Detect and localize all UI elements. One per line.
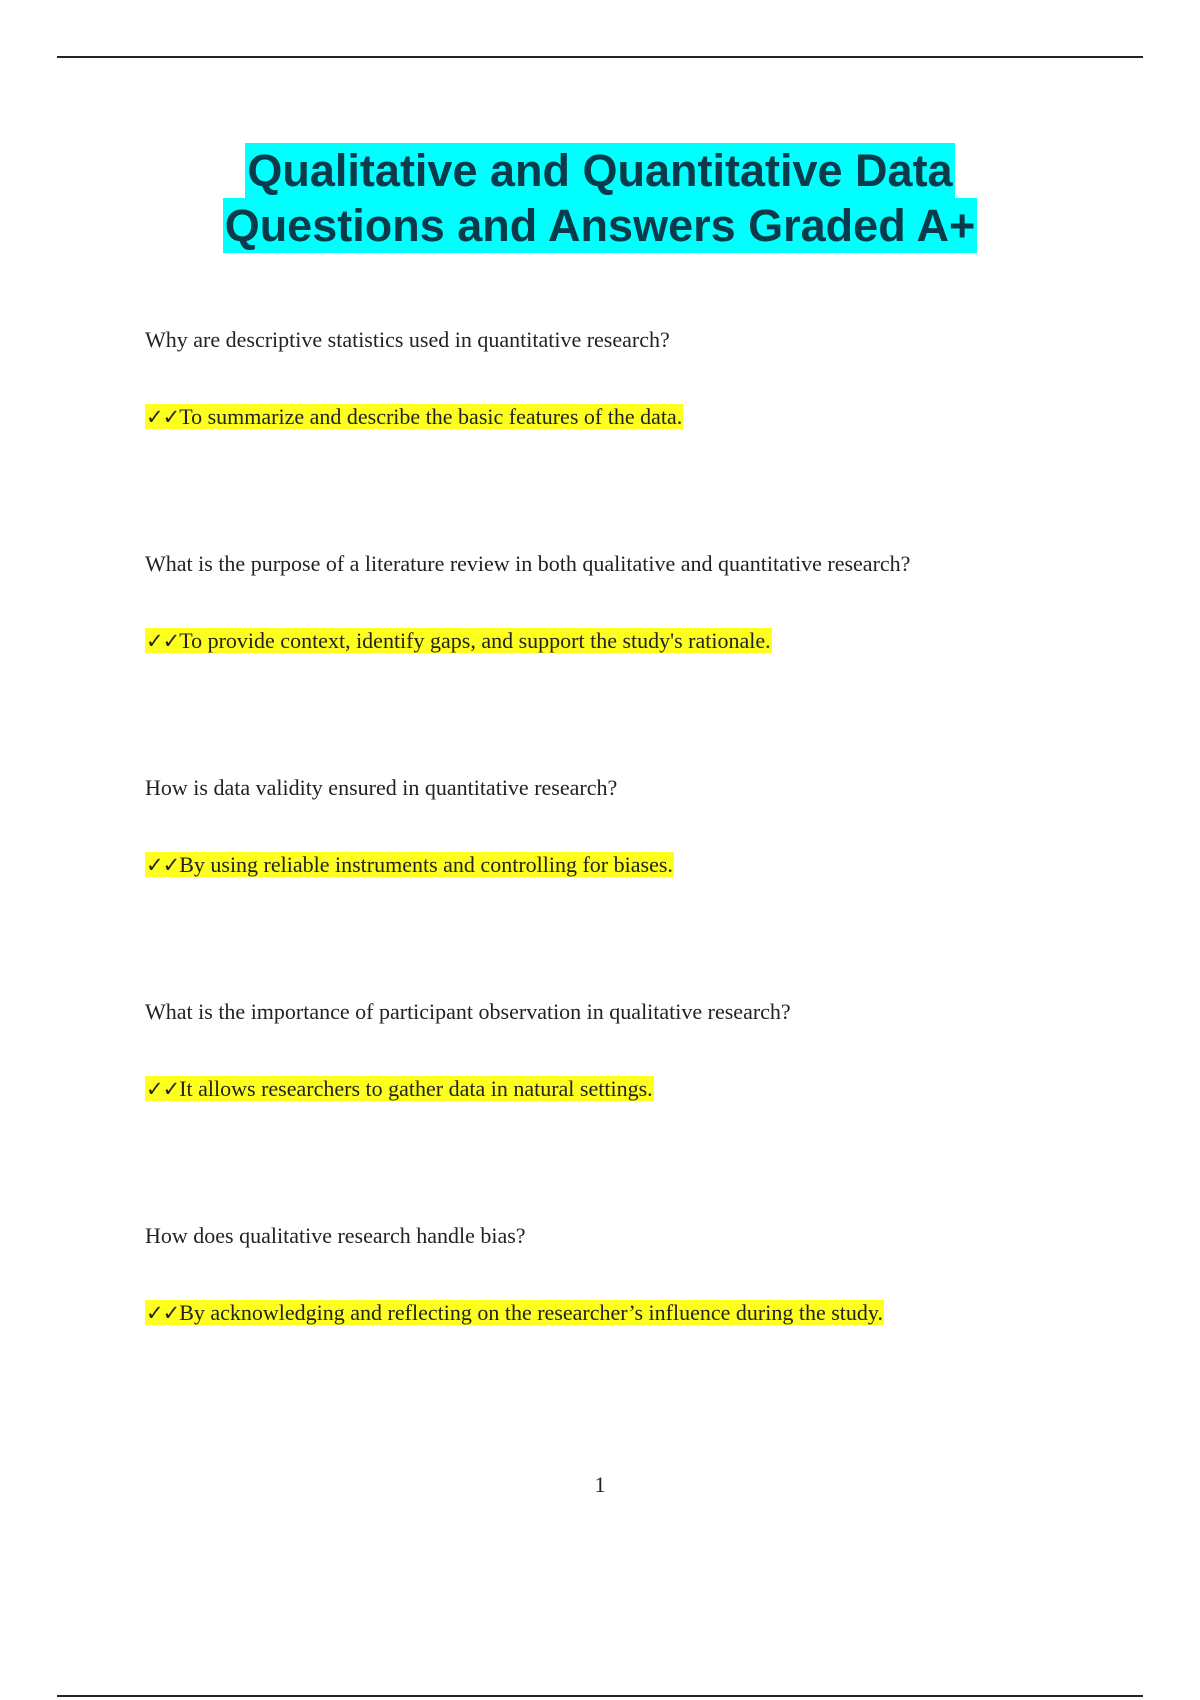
top-rule xyxy=(57,56,1143,58)
answer-highlight xyxy=(145,404,683,429)
qa-item xyxy=(145,326,1095,432)
answer-highlight xyxy=(145,1300,884,1325)
answer-text: By using reliable instruments and controlling for biases. xyxy=(179,852,673,877)
answer-line xyxy=(145,402,1095,432)
question-text: What is the importance of participant observation in qualitative research? xyxy=(145,999,791,1024)
question-text: What is the purpose of a literature review in both qualitative and quantitative research? xyxy=(145,551,911,576)
question-text: Why are descriptive statistics used in quantitative research? xyxy=(145,327,670,352)
check-icon: ✓✓ xyxy=(146,1077,180,1101)
question-text: How does qualitative research handle bias? xyxy=(145,1223,526,1248)
check-icon: ✓✓ xyxy=(146,629,180,653)
title-line-2: Questions and Answers Graded A+ xyxy=(224,200,976,251)
qa-item xyxy=(145,1222,1095,1328)
answer-text: To summarize and describe the basic features of the data. xyxy=(179,404,683,429)
qa-item xyxy=(145,774,1095,880)
bottom-rule xyxy=(57,1695,1143,1697)
answer-text: By acknowledging and reflecting on the researcher’s influence during the study. xyxy=(179,1300,883,1325)
document-title xyxy=(0,143,1200,253)
answer-line xyxy=(145,1298,1095,1328)
page-number: 1 xyxy=(594,1472,606,1497)
answer-line xyxy=(145,850,1095,880)
answer-line xyxy=(145,1074,1095,1104)
answer-highlight xyxy=(145,1076,654,1101)
answer-text: It allows researchers to gather data in natural settings. xyxy=(179,1076,653,1101)
check-icon: ✓✓ xyxy=(146,1301,180,1325)
qa-item xyxy=(145,998,1095,1104)
answer-line xyxy=(145,626,1095,656)
check-icon: ✓✓ xyxy=(146,853,180,877)
answer-highlight xyxy=(145,852,674,877)
answer-text: To provide context, identify gaps, and support the study's rationale. xyxy=(179,628,771,653)
check-icon: ✓✓ xyxy=(146,405,180,429)
question-text: How is data validity ensured in quantitative research? xyxy=(145,775,618,800)
title-line-1: Qualitative and Quantitative Data xyxy=(247,145,953,196)
qa-item xyxy=(145,550,1095,656)
answer-highlight xyxy=(145,628,772,653)
